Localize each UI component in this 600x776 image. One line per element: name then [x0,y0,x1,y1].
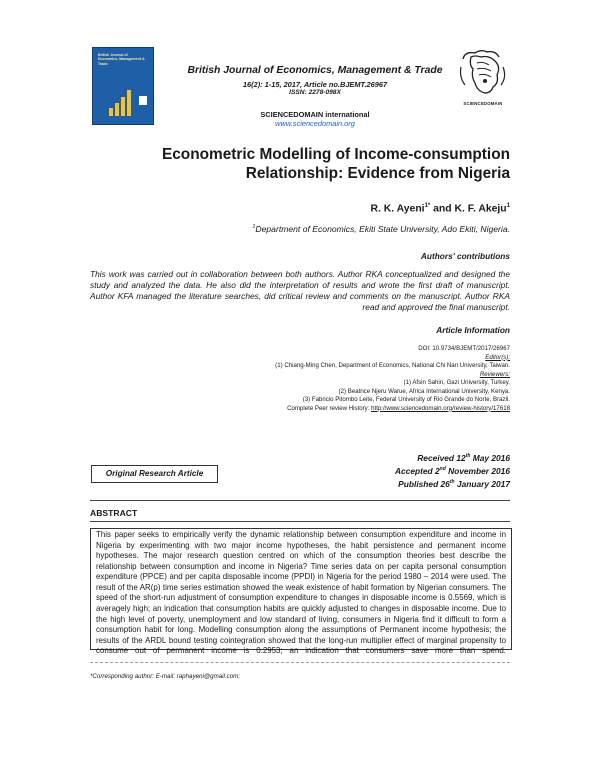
footnote-divider [90,662,510,663]
affiliation: $^1$Department of Economics, Ekiti State University, Ado Ekiti, Nigeria. [252,224,510,234]
article-info-block [200,345,510,413]
accepted-date: Accepted 2nd November 2016 [394,465,510,476]
abstract-box [90,528,512,656]
journal-volume: 16(2): 1-15, 2017, Article no.BJEMT.26967 [242,80,388,89]
reviewer-2: (2) Beatrice Njeru Warue, Africa International University, Kenya. [338,387,510,395]
reviewers-label: Reviewers: [479,370,510,378]
editors-label: Editor(s): [485,353,510,361]
author-2: K. F. Akeju [454,203,507,215]
paper-title-line-1: Econometric Modelling of Income-consumption [161,146,510,163]
journal-issn: ISSN: 2278-098X [289,89,341,96]
paper-title [90,145,510,183]
cover-title: British Journal of Economics, Management & Trade [98,53,145,66]
abstract-heading: ABSTRACT [90,508,138,518]
publisher-name: SCIENCEDOMAIN international [260,110,370,119]
corresponding-author-footnote: *Corresponding author: E-mail: raphayeni@gmail.com; [90,673,241,680]
editor-1: (1) Chiang-Ming Chen, Department of Economics, National Chi Nan University, Taiwan. [275,362,510,369]
received-date: Received 12th May 2016 [417,452,510,463]
contributions-text: This work was carried out in collaboration between both authors. Author RKA conceptualized and designed the study and analyzed the data. He also did the interpretation of results and wrote the first draft of manuscript. Author KFA managed the literature searches, did critical review and comments on the manuscript. Author RKA read and approved the final manuscript. [90,269,510,313]
journal-cover-image [92,47,154,125]
divider-abstract [90,521,510,522]
paper-title-line-2: Relationship: Evidence from Nigeria [245,165,510,182]
publisher-website-link[interactable]: www.sciencedomain.org [275,119,355,128]
doi: DOI: 10.9734/BJEMT/2017/26967 [418,345,510,352]
divider-top [90,500,510,501]
cover-chart-graphic [109,88,135,116]
seal-caption: SCIENCEDOMAIN [463,101,503,106]
peer-review-history: Complete Peer review History: http://www.sciencedomain.org/review-history/17618 [287,404,510,412]
reviewer-3: (3) Fabricio Pitombo Leite, Federal University of Rio Grande do Norte, Brazil. [302,396,510,403]
publication-dates [300,451,510,489]
journal-name: British Journal of Economics, Management & Trade [187,65,443,76]
contributions-heading: Authors' contributions [420,251,510,261]
cover-logo [139,96,147,105]
article-info-heading: Article Information [436,325,510,335]
published-date: Published 26th January 2017 [398,478,510,489]
peer-review-history-link[interactable]: http://www.sciencedomain.org/review-history/17618 [371,404,510,412]
reviewer-1: (1) Afsin Sahin, Gazi University, Turkey. [403,379,510,386]
author-list: R. K. Ayeni$^{1*}$ and K. F. Akeju$^1$ [370,203,510,215]
publisher-seal-logo [457,47,509,105]
author-1: R. K. Ayeni [370,203,425,215]
abstract-text: This paper seeks to empirically verify the dynamic relationship between consumption expenditure and income in Nigeria by experimenting with two major income hypotheses, the habit persistence and permanent income hypotheses. The major research question centred on which of the consumption theories best describe the relationship between consumption and income in Nigeria? Time series data on per capita personal consumption expenditure (PPCE) and per capita disposable income (PPDI) in Nigeria for the period 1980 – 2014 were used. The result of the AR(p) time series estimation showed the weak existence of habit formation by Nigerian consumers. The speed of the short-run adjustment of consumption expenditure to changes in disposable income is 0.5569, which is averagely high; an indication that consumption habits are quickly adjusted to changes in disposable income. Due to the high level of poverty, unemployment and low standard of living, consumers in Nigeria find it difficult to form a consumption habit for long. Modelling consumption along the assumptions of Permanent income hypothesis; the results of the ARDL bound testing cointegration showed that the long-run multiplier effect of marginal propensity to consume out of permanent income is 0.2953; an indication that consumers save more than spend. [96,530,506,656]
article-type-badge: Original Research Article [91,465,218,483]
